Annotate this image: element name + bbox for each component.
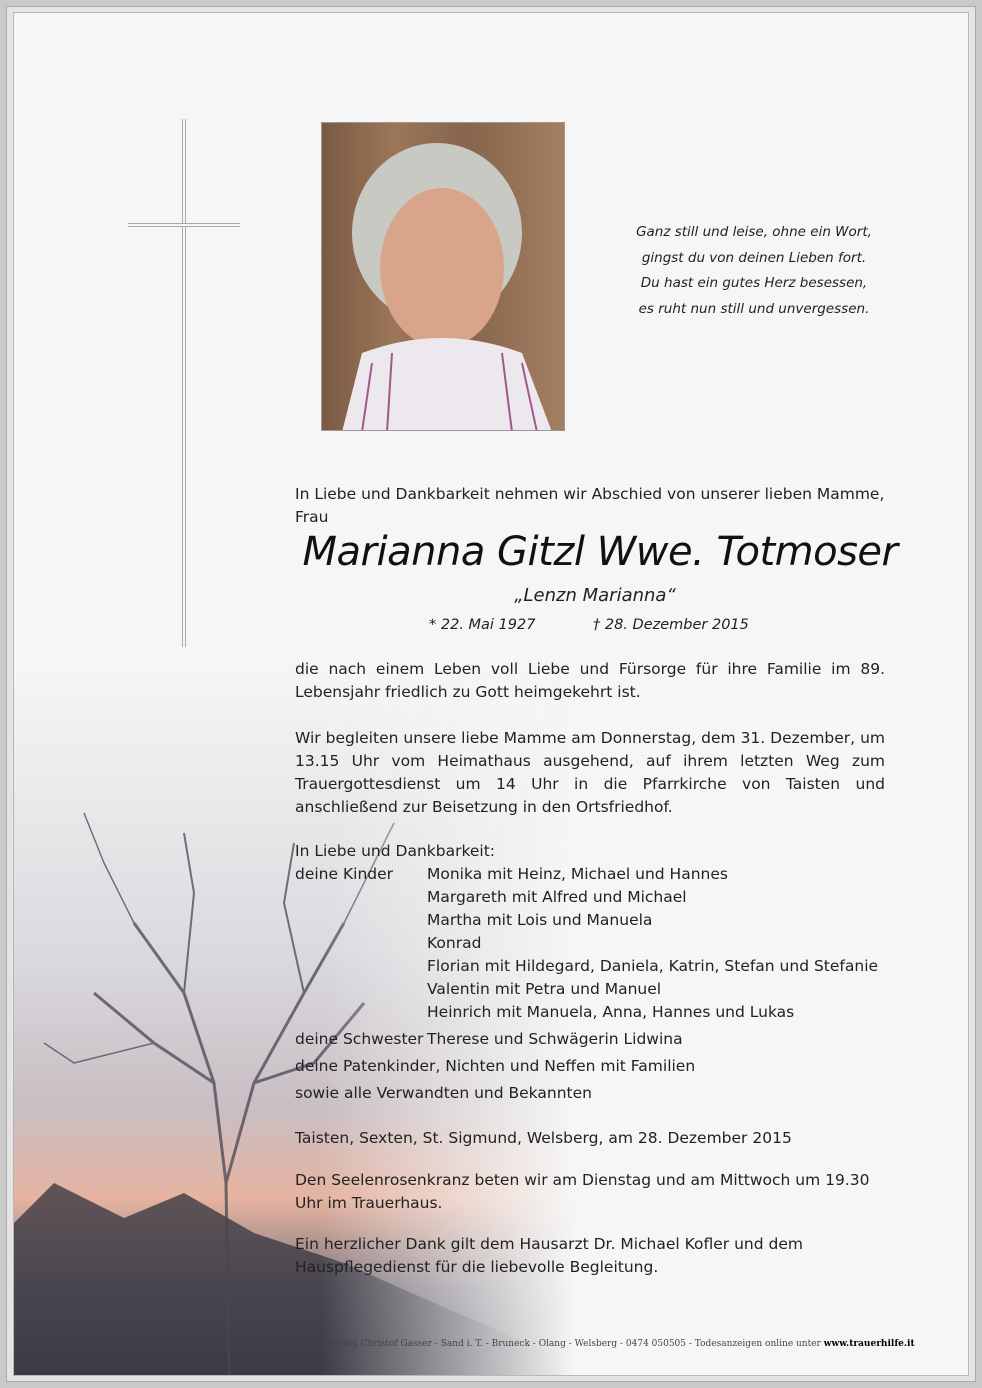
child-entry: Florian mit Hildegard, Daniela, Katrin, Stefan und Stefanie xyxy=(427,957,879,975)
cross-bar xyxy=(128,223,240,227)
child-entry: Valentin mit Petra und Manuel xyxy=(427,980,662,998)
poem-line: Ganz still und leise, ohne ein Wort, xyxy=(636,224,872,240)
child-entry: Martha mit Lois und Manuela xyxy=(427,911,653,929)
sister-label: deine Schwester xyxy=(295,1030,424,1048)
children-label: deine Kinder xyxy=(295,865,394,883)
other-mourners: sowie alle Verwandten und Bekannten xyxy=(295,1084,592,1102)
paragraph-life: die nach einem Leben voll Liebe und Fürsorge für ihre Familie im 89. Lebensjahr friedlich zu Gott heimgekehrt ist. xyxy=(295,660,885,701)
cross-icon xyxy=(182,119,186,647)
death-date: † 28. Dezember 2015 xyxy=(593,617,749,633)
child-entry: Heinrich mit Manuela, Anna, Hannes und Lukas xyxy=(427,1003,795,1021)
thanks-text: Ein herzlicher Dank gilt dem Hausarzt Dr. Michael Kofler und dem Hauspflegedienst für die liebevolle Begleitung. xyxy=(295,1235,803,1276)
rosary-text: Den Seelenrosenkranz beten wir am Dienstag und am Mittwoch um 19.30 Uhr im Trauerhaus. xyxy=(295,1171,870,1212)
sister-entry: Therese und Schwägerin Lidwina xyxy=(427,1030,683,1048)
footer-text: © Bestattung Christof Gasser - Sand i. T. - Bruneck - Olang - Welsberg - 0474 050505 - Todesanzeigen online unter xyxy=(296,1339,824,1349)
life-dates xyxy=(429,617,749,633)
place-date: Taisten, Sexten, St. Sigmund, Welsberg, am 28. Dezember 2015 xyxy=(295,1129,792,1147)
footer xyxy=(296,1339,915,1349)
mourners-list xyxy=(295,840,885,1105)
child-entry: Konrad xyxy=(427,934,482,952)
other-mourners: deine Patenkinder, Nichten und Neffen mit Familien xyxy=(295,1057,696,1075)
poem-line: Du hast ein gutes Herz besessen, xyxy=(640,275,868,291)
poem-line: gingst du von deinen Lieben fort. xyxy=(641,249,867,266)
footer-link[interactable]: www.trauerhilfe.it xyxy=(823,1339,915,1349)
mourners-heading: In Liebe und Dankbarkeit: xyxy=(295,842,496,860)
poem-line: es ruht nun still und unvergessen. xyxy=(638,300,870,317)
death-notice-page xyxy=(13,12,969,1376)
intro-text: In Liebe und Dankbarkeit nehmen wir Abschied von unserer lieben Mamme, Frau xyxy=(295,485,885,526)
child-entry: Monika mit Heinz, Michael und Hannes xyxy=(427,865,728,883)
child-entry: Margareth mit Alfred und Michael xyxy=(427,888,687,906)
nickname: „Lenzn Marianna“ xyxy=(514,585,676,606)
paragraph-funeral: Wir begleiten unsere liebe Mamme am Donnerstag, dem 31. Dezember, um 13.15 Uhr vom Heimathaus ausgehend, auf ihrem letzten Weg zum Trauergottesdienst um 14 Uhr in die Pfarrkirche von Taisten und anschließend zur Beisetzung in den Ortsfriedhof. xyxy=(295,729,885,816)
birth-date: * 22. Mai 1927 xyxy=(429,617,536,633)
poem xyxy=(574,220,934,322)
portrait-photo xyxy=(321,122,565,431)
deceased-name: Marianna Gitzl Wwe. Totmoser xyxy=(302,529,898,575)
